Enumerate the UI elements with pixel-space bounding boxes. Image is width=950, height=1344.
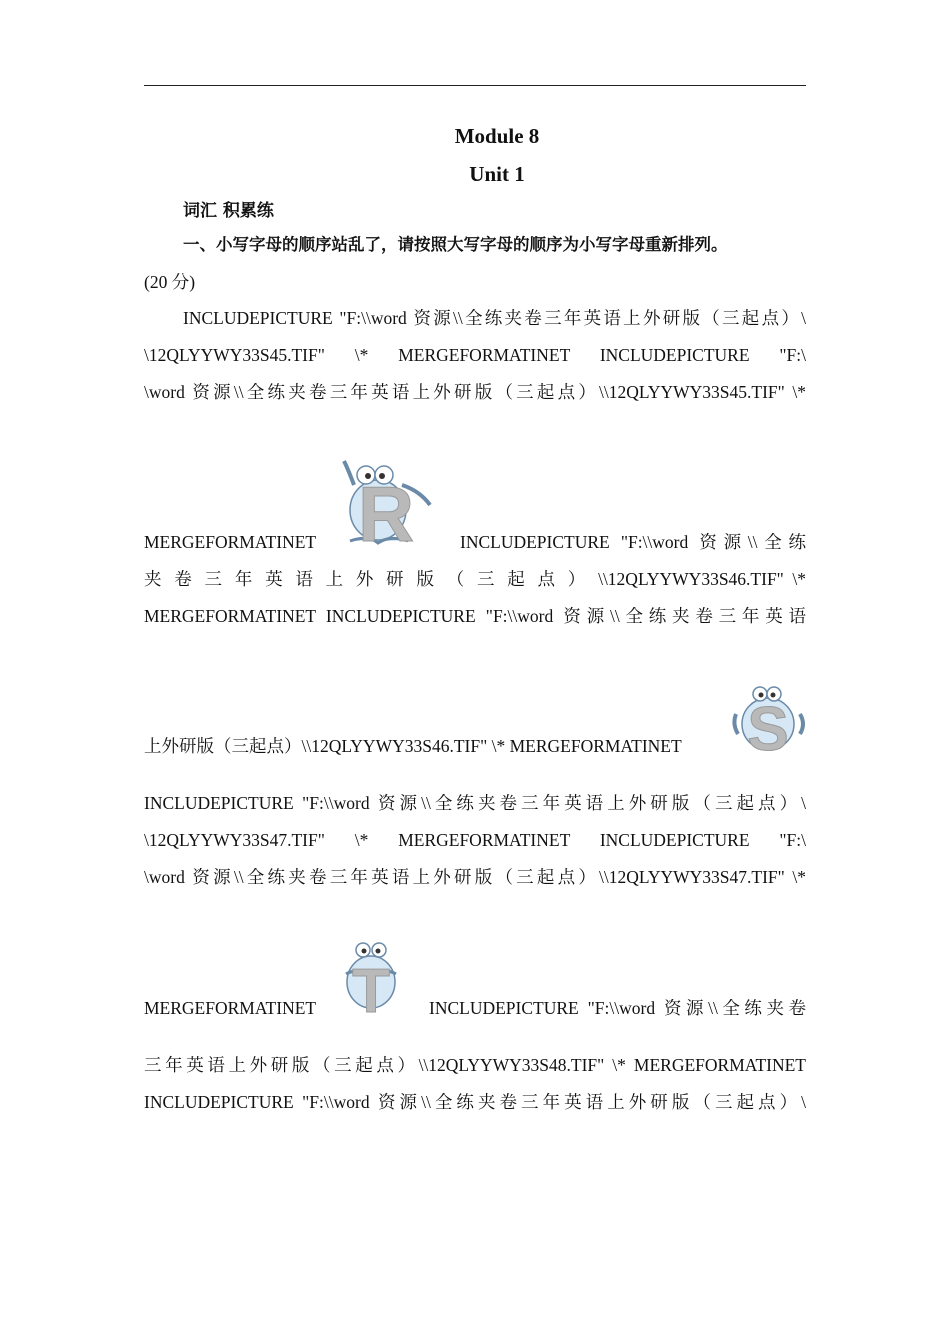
question-text: 一、小写字母的顺序站乱了，请按照大写字母的顺序为小写字母重新排列。 bbox=[183, 235, 728, 254]
field-code-line-3: \word 资源\\全练夹卷三年英语上外研版（三起点）\\12QLYYWY33S45.TIF" \* bbox=[144, 382, 806, 402]
field-code-line-11a: MERGEFORMATINET bbox=[144, 998, 317, 1018]
field-code-line-13: INCLUDEPICTURE "F:\\word 资源\\全练夹卷三年英语上外研版（三起点）\ bbox=[144, 1092, 806, 1112]
field-code-line-9: \12QLYYWY33S47.TIF" \* MERGEFORMATINET INCLUDEPICTURE "F:\ bbox=[144, 830, 806, 850]
field-code-line-4b: INCLUDEPICTURE "F:\\word 资源\\全练 bbox=[460, 532, 806, 552]
field-code-line-5: 夹 卷 三 年 英 语 上 外 研 版 （ 三 起 点 ） \\12QLYYWY33S46.TIF" \* bbox=[144, 569, 806, 589]
field-code-line-2: \12QLYYWY33S45.TIF" \* MERGEFORMATINET INCLUDEPICTURE "F:\ bbox=[144, 345, 806, 365]
field-code-line-12: 三年英语上外研版（三起点）\\12QLYYWY33S48.TIF" \* MERGEFORMATINET bbox=[144, 1055, 806, 1075]
section-label: 词汇 积累练 bbox=[183, 201, 274, 221]
field-code-line-4a: MERGEFORMATINET bbox=[144, 532, 317, 552]
letter-s: S bbox=[747, 695, 789, 754]
header-rule bbox=[144, 85, 806, 86]
module-title: Module 8 bbox=[454, 124, 540, 148]
unit-title: Unit 1 bbox=[469, 162, 525, 186]
field-code-line-1: INCLUDEPICTURE "F:\\word 资源\\全练夹卷三年英语上外研版（三起点）\ bbox=[183, 308, 806, 328]
field-code-line-11b: INCLUDEPICTURE "F:\\word 资源\\全练夹卷 bbox=[429, 998, 806, 1018]
field-code-line-6: MERGEFORMATINET INCLUDEPICTURE "F:\\word 资源\\全练夹卷三年英语 bbox=[144, 606, 806, 626]
letter-r: R bbox=[357, 470, 415, 547]
frog-letter-r-image bbox=[338, 455, 436, 547]
field-code-line-8: INCLUDEPICTURE "F:\\word 资源\\全练夹卷三年英语上外研版（三起点）\ bbox=[144, 793, 806, 813]
points-text: (20 分) bbox=[144, 272, 196, 292]
field-code-line-7: 上外研版（三起点）\\12QLYYWY33S46.TIF" \* MERGEFORMATINET bbox=[144, 736, 682, 756]
frog-letter-s-image bbox=[730, 684, 808, 754]
frog-letter-t-image bbox=[336, 940, 406, 1014]
letter-t: T bbox=[352, 957, 390, 1014]
field-code-line-10: \word 资源\\全练夹卷三年英语上外研版（三起点）\\12QLYYWY33S47.TIF" \* bbox=[144, 867, 806, 887]
